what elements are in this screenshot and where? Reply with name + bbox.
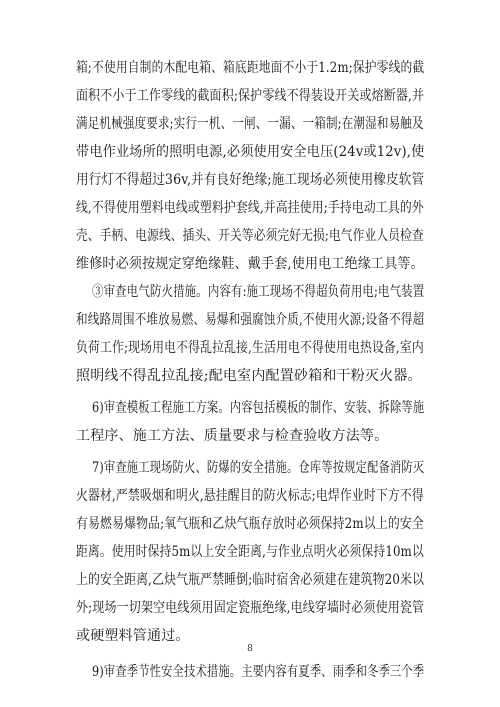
page-number: 8 [247, 644, 253, 654]
text-line: 外;现场一切架空电线须用固定瓷瓶绝缘,电线穿墙时必须使用瓷管 [76, 600, 425, 616]
paragraph-first-line: 6)审查模板工程施工方案。内容包括模板的制作、安装、拆除等施 [92, 400, 425, 416]
text-line: 负荷工作;现场用电不得乱拉乱接,生活用电不得使用电热设备,室内 [76, 340, 424, 356]
text-line: 或硬塑料管通过。 [76, 628, 190, 644]
text-line: 距离。使用时保持5m以上安全距离,与作业点明火必须保持10m以 [76, 544, 424, 560]
text-line: 上的安全距离,乙炔气瓶严禁睡倒;临时宿舍必须建在建筑物20米以 [76, 572, 425, 588]
text-line: 面积不小于工作零线的截面积;保护零线不得装设开关或熔断器,并 [76, 88, 425, 104]
paragraph-first-line: ③审查电气防火措施。内容有:施工现场不得超负荷用电;电气装置 [92, 284, 425, 300]
text-line: 维修时必须按规定穿绝缘鞋、戴手套,使用电工绝缘工具等。 [76, 256, 424, 272]
text-line: 和线路周围不堆放易燃、易爆和强腐蚀介质,不使用火源;设备不得超 [76, 312, 425, 328]
text-line: 工程序、施工方法、质量要求与检查验收方法等。 [76, 428, 389, 444]
text-line: 满足机械强度要求;实行一机、一闸、一漏、一箱制;在潮湿和易触及 [76, 116, 424, 132]
paragraph-first-line: 7)审查施工现场防火、防爆的安全措施。仓库等按规定配备消防灭 [92, 460, 425, 476]
text-line: 照明线不得乱拉乱接;配电室内配置砂箱和干粉灭火器。 [76, 368, 422, 384]
paragraph-first-line: 9)审查季节性安全技术措施。主要内容有夏季、雨季和冬季三个季 [92, 664, 425, 680]
text-line: 箱;不使用自制的木配电箱、箱底距地面不小于1.2m;保护零线的截 [76, 60, 425, 76]
text-line: 有易燃易爆物品;氧气瓶和乙炔气瓶存放时必须保持2m以上的安全 [76, 516, 424, 532]
text-line: 带电作业场所的照明电源,必须使用安全电压(24v或12v),使 [76, 144, 425, 160]
text-line: 火器材,严禁吸烟和明火,悬挂醒目的防火标志;电焊作业时下方不得 [76, 488, 424, 504]
text-line: 线,不得使用塑料电线或塑料护套线,并高挂使用;手持电动工具的外 [76, 200, 424, 216]
text-line: 用行灯不得超过36v,并有良好绝缘;施工现场必须使用橡皮软管 [76, 172, 425, 188]
text-line: 壳、手柄、电源线、插头、开关等必须完好无损;电气作业人员检查 [76, 228, 424, 244]
